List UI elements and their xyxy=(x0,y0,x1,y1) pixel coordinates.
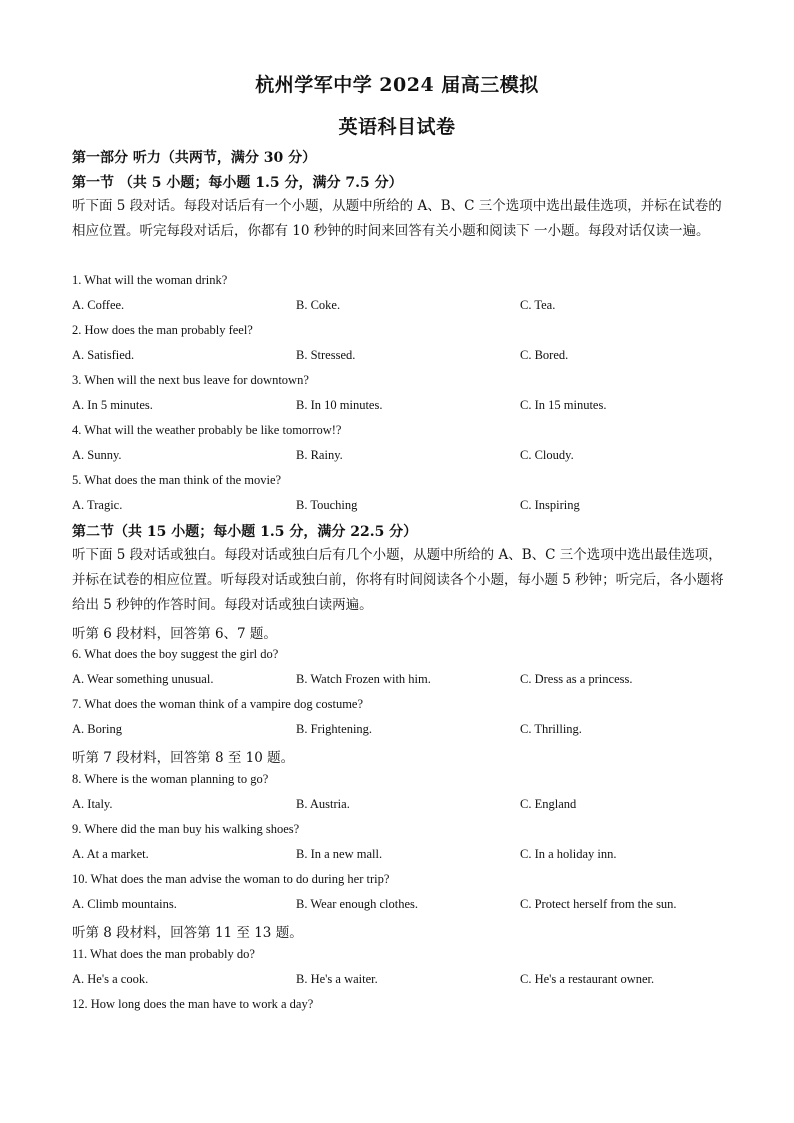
question-10: 10. What does the man advise the woman to do during her trip? xyxy=(72,872,390,886)
options-11 xyxy=(72,972,752,992)
material-note-8: 听第 8 段材料，回答第 11 至 13 题。 xyxy=(72,925,303,941)
section2-instructions: 听下面 5 段对话或独白。每段对话或独白后有几个小题，从题中所给的 A、B、C 三个选项中选出最佳选项，并标在试卷的相应位置。听每段对话或独白前，你将有时间阅读各个小题，每小题 5 秒钟；听完后，各小题将给出 5 秒钟的作答时间。每段对话或独白读两遍。 xyxy=(72,547,724,613)
option-b: B. Wear enough clothes. xyxy=(296,897,418,911)
options-2 xyxy=(72,348,752,368)
option-b: B. Rainy. xyxy=(296,448,343,462)
option-c: C. In a holiday inn. xyxy=(520,847,617,861)
option-a: A. Satisfied. xyxy=(72,348,135,362)
question-1: 1. What will the woman drink? xyxy=(72,273,228,287)
options-10 xyxy=(72,897,752,917)
option-b: B. Frightening. xyxy=(296,722,373,736)
exam-subtitle: 英语科目试卷 xyxy=(338,116,456,138)
section2-heading: 第二节（共 15 小题；每小题 1.5 分，满分 22.5 分） xyxy=(72,524,418,540)
option-c: C. Protect herself from the sun. xyxy=(520,897,677,911)
option-a: A. In 5 minutes. xyxy=(72,398,153,412)
option-b: B. He's a waiter. xyxy=(296,972,378,986)
section1-instructions: 听下面 5 段对话。每段对话后有一个小题，从题中所给的 A、B、C 三个选项中选出最佳选项，并标在试卷的相应位置。听完每段对话后，你都有 10 秒钟的时间来回答有关小题和阅读下 一小题。每段对话仅读一遍。 xyxy=(72,198,722,239)
options-5 xyxy=(72,498,752,518)
question-5: 5. What does the man think of the movie? xyxy=(72,473,282,487)
option-b: B. Coke. xyxy=(296,298,341,312)
options-4 xyxy=(72,448,752,468)
options-6 xyxy=(72,672,752,692)
question-4: 4. What will the weather probably be like tomorrow!? xyxy=(72,423,342,437)
option-c: C. Bored. xyxy=(520,348,569,362)
material-note-7: 听第 7 段材料，回答第 8 至 10 题。 xyxy=(72,750,295,766)
option-a: A. Italy. xyxy=(72,797,113,811)
question-7: 7. What does the woman think of a vampire dog costume? xyxy=(72,697,364,711)
options-8 xyxy=(72,797,752,817)
option-a: A. Boring xyxy=(72,722,122,736)
option-c: C. England xyxy=(520,797,577,811)
part1-heading: 第一部分 听力（共两节，满分 30 分） xyxy=(72,150,317,166)
option-b: B. Stressed. xyxy=(296,348,356,362)
options-7 xyxy=(72,722,752,742)
option-b: B. Austria. xyxy=(296,797,350,811)
question-6: 6. What does the boy suggest the girl do? xyxy=(72,647,279,661)
option-a: A. Sunny. xyxy=(72,448,122,462)
material-note-6: 听第 6 段材料，回答第 6、7 题。 xyxy=(72,626,277,642)
section1-heading: 第一节 （共 5 小题；每小题 1.5 分，满分 7.5 分） xyxy=(72,175,403,191)
option-c: C. In 15 minutes. xyxy=(520,398,607,412)
question-2: 2. How does the man probably feel? xyxy=(72,323,253,337)
question-3: 3. When will the next bus leave for downtown? xyxy=(72,373,309,387)
question-8: 8. Where is the woman planning to go? xyxy=(72,772,269,786)
option-a: A. Tragic. xyxy=(72,498,123,512)
option-c: C. Inspiring xyxy=(520,498,580,512)
option-a: A. Climb mountains. xyxy=(72,897,177,911)
options-9 xyxy=(72,847,752,867)
options-1 xyxy=(72,298,752,318)
option-b: B. In 10 minutes. xyxy=(296,398,383,412)
option-c: C. Thrilling. xyxy=(520,722,582,736)
option-c: C. He's a restaurant owner. xyxy=(520,972,655,986)
option-a: A. Coffee. xyxy=(72,298,125,312)
question-12: 12. How long does the man have to work a day? xyxy=(72,997,314,1011)
option-a: A. He's a cook. xyxy=(72,972,149,986)
question-11: 11. What does the man probably do? xyxy=(72,947,255,961)
option-b: B. Watch Frozen with him. xyxy=(296,672,431,686)
option-a: A. At a market. xyxy=(72,847,149,861)
options-3 xyxy=(72,398,752,418)
exam-title: 杭州学军中学 2024 届高三模拟 xyxy=(255,74,539,96)
option-c: C. Dress as a princess. xyxy=(520,672,633,686)
option-a: A. Wear something unusual. xyxy=(72,672,214,686)
option-c: C. Tea. xyxy=(520,298,556,312)
question-9: 9. Where did the man buy his walking shoes? xyxy=(72,822,300,836)
option-c: C. Cloudy. xyxy=(520,448,574,462)
option-b: B. In a new mall. xyxy=(296,847,383,861)
option-b: B. Touching xyxy=(296,498,358,512)
